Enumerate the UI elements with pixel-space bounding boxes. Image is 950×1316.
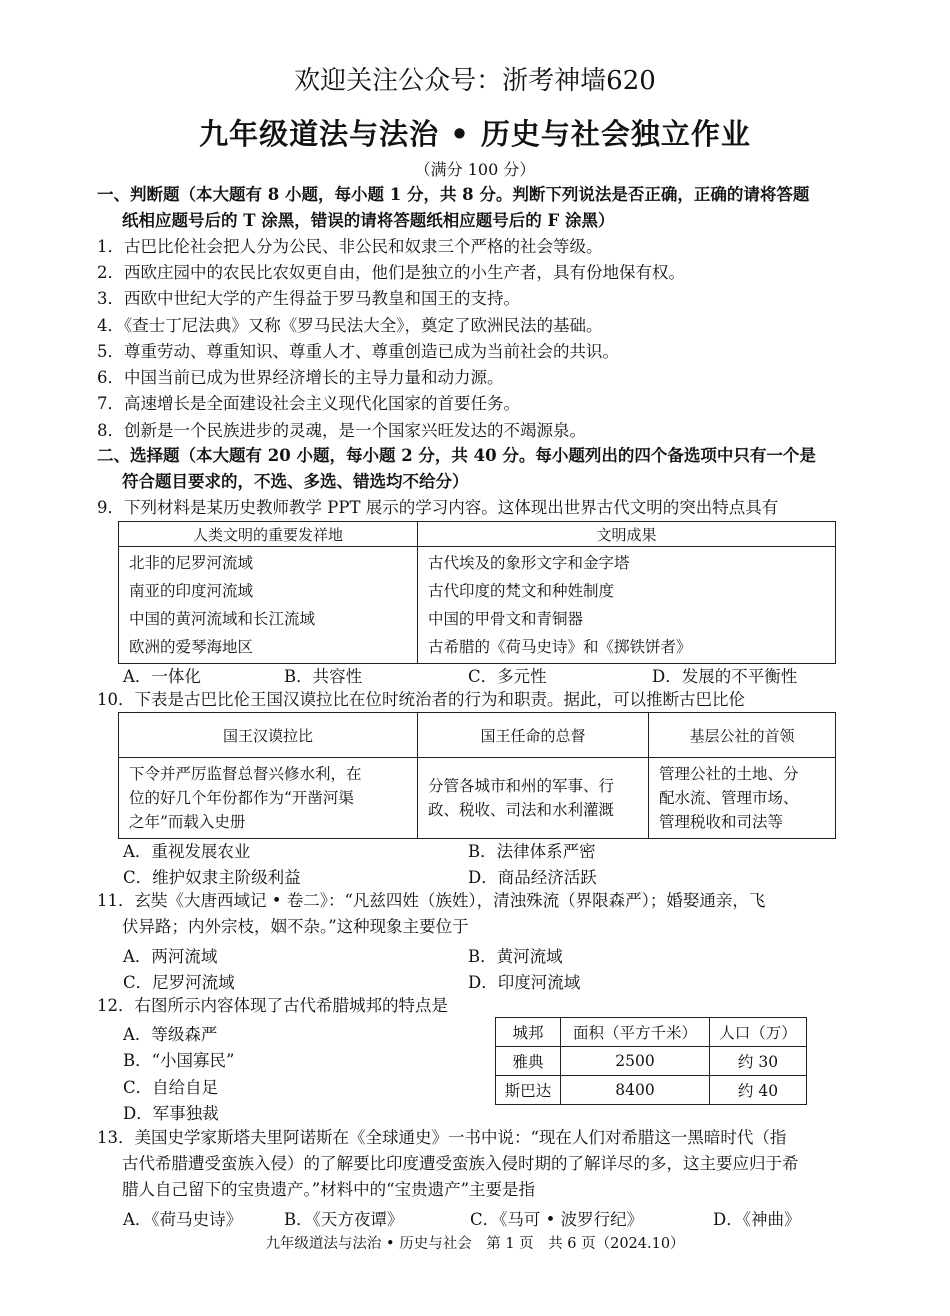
q9-origin: 欧洲的爱琴海地区 bbox=[129, 638, 254, 656]
q12-header-city: 城邦 bbox=[496, 1018, 561, 1047]
full-score: （满分 100 分） bbox=[414, 160, 536, 179]
q12-table bbox=[495, 1017, 807, 1105]
section2-heading-1: 二、选择题（本大题有 20 小题，每小题 2 分，共 40 分。每小题列出的四个备选项中只有一个是 bbox=[97, 446, 816, 465]
q10-header-governor: 国王任命的总督 bbox=[418, 713, 649, 758]
q13-option-d: D．《神曲》 bbox=[713, 1210, 801, 1229]
q13-stem-1: 13．美国史学家斯塔夫里阿诺斯在《全球通史》一书中说：“现在人们对希腊这一黑暗时代（指 bbox=[97, 1128, 787, 1147]
q10-table bbox=[118, 712, 836, 839]
q12-population: 约 40 bbox=[710, 1076, 807, 1105]
q9-achievement: 古希腊的《荷马史诗》和《掷铁饼者》 bbox=[428, 638, 692, 656]
q10-king-line: 下令并严厉监督总督兴修水利，在 bbox=[129, 765, 362, 783]
tf-item-8: 8．创新是一个民族进步的灵魂，是一个国家兴旺发达的不竭源泉。 bbox=[97, 421, 586, 440]
q11-stem-2: 伏异路；内外宗枝，姻不杂。”这种现象主要位于 bbox=[122, 917, 469, 936]
section1-heading-2: 纸相应题号后的 T 涂黑，错误的请将答题纸相应题号后的 F 涂黑） bbox=[122, 211, 615, 230]
q11-stem-1: 11．玄奘《大唐西域记 • 卷二》：“凡兹四姓（族姓），清浊殊流（界限森严）；婚娶通亲，飞 bbox=[97, 891, 766, 910]
tf-item-4: 4．《查士丁尼法典》又称《罗马民法大全》，奠定了欧洲民法的基础。 bbox=[97, 316, 603, 335]
tf-item-7: 7．高速增长是全面建设社会主义现代化国家的首要任务。 bbox=[97, 394, 520, 413]
q9-origin: 中国的黄河流域和长江流域 bbox=[129, 610, 316, 628]
q9-origin: 南亚的印度河流域 bbox=[129, 582, 254, 600]
q12-option-c: C．自给自足 bbox=[123, 1078, 219, 1097]
q12-option-d: D．军事独裁 bbox=[123, 1104, 219, 1123]
tf-item-2: 2．西欧庄园中的农民比农奴更自由，他们是独立的小生产者，具有份地保有权。 bbox=[97, 263, 685, 282]
q9-header-achievement: 文明成果 bbox=[418, 522, 836, 547]
tf-item-6: 6．中国当前已成为世界经济增长的主导力量和动力源。 bbox=[97, 368, 504, 387]
tf-item-1: 1．古巴比伦社会把人分为公民、非公民和奴隶三个严格的社会等级。 bbox=[97, 237, 603, 256]
q10-king-line: 位的好几个年份都作为“开凿河渠 bbox=[129, 789, 354, 807]
q12-option-a: A．等级森严 bbox=[123, 1025, 218, 1044]
tf-item-3: 3．西欧中世纪大学的产生得益于罗马教皇和国王的支持。 bbox=[97, 289, 520, 308]
q10-option-d: D．商品经济活跃 bbox=[468, 868, 597, 887]
q9-achievement: 古代埃及的象形文字和金字塔 bbox=[428, 554, 630, 572]
q10-header-commune: 基层公社的首领 bbox=[649, 713, 836, 758]
q12-stem: 12．右图所示内容体现了古代希腊城邦的特点是 bbox=[97, 996, 448, 1015]
q12-city: 斯巴达 bbox=[496, 1076, 561, 1105]
q12-city: 雅典 bbox=[496, 1047, 561, 1076]
q9-option-a: A．一体化 bbox=[123, 667, 201, 686]
q10-commune-line: 管理公社的土地、分 bbox=[659, 765, 799, 783]
section1-heading-1: 一、判断题（本大题有 8 小题，每小题 1 分，共 8 分。判断下列说法是否正确，正确的请将答题 bbox=[97, 185, 810, 204]
section2-heading-2: 符合题目要求的，不选、多选、错选均不给分） bbox=[122, 472, 469, 491]
page-title: 九年级道法与法治 • 历史与社会独立作业 bbox=[199, 117, 751, 151]
q12-option-b: B．“小国寡民” bbox=[123, 1051, 235, 1070]
q10-stem: 10．下表是古巴比伦王国汉谟拉比在位时统治者的行为和职责。据此，可以推断古巴比伦 bbox=[97, 690, 745, 709]
q12-area: 2500 bbox=[561, 1047, 710, 1076]
q11-option-b: B．黄河流域 bbox=[468, 947, 563, 966]
page-footer: 九年级道法与法治 • 历史与社会 第 1 页 共 6 页（2024.10） bbox=[265, 1236, 685, 1252]
q10-king-cell bbox=[119, 758, 418, 839]
q10-commune-cell bbox=[649, 758, 836, 839]
q9-origin: 北非的尼罗河流域 bbox=[129, 554, 254, 572]
q11-option-c: C．尼罗河流域 bbox=[123, 973, 235, 992]
q10-governor-line: 政、税收、司法和水利灌溉 bbox=[428, 801, 615, 819]
q10-header-king: 国王汉谟拉比 bbox=[119, 713, 418, 758]
q13-option-c: C．《马可 • 波罗行纪》 bbox=[470, 1210, 644, 1229]
q12-header-population: 人口（万） bbox=[710, 1018, 807, 1047]
q12-header-area: 面积（平方千米） bbox=[561, 1018, 710, 1047]
q9-option-b: B．共容性 bbox=[284, 667, 363, 686]
q9-origins-cell bbox=[119, 547, 418, 664]
q11-option-d: D．印度河流域 bbox=[468, 973, 581, 992]
banner: 欢迎关注公众号：浙考神墙620 bbox=[294, 66, 656, 96]
q9-achievement: 古代印度的梵文和种姓制度 bbox=[428, 582, 615, 600]
q10-option-b: B．法律体系严密 bbox=[468, 842, 596, 861]
q9-achievements-cell bbox=[418, 547, 836, 664]
q11-option-a: A．两河流域 bbox=[123, 947, 218, 966]
q10-governor-cell bbox=[418, 758, 649, 839]
q9-option-c: C．多元性 bbox=[468, 667, 547, 686]
q9-stem: 9．下列材料是某历史教师教学 PPT 展示的学习内容。这体现出世界古代文明的突出特点具有 bbox=[97, 498, 779, 517]
q10-commune-line: 管理税收和司法等 bbox=[659, 813, 784, 831]
q9-option-d: D．发展的不平衡性 bbox=[652, 667, 798, 686]
q10-king-line: 之年”而载入史册 bbox=[129, 813, 246, 831]
q12-area: 8400 bbox=[561, 1076, 710, 1105]
q10-option-c: C．维护奴隶主阶级利益 bbox=[123, 868, 301, 887]
q13-stem-3: 腊人自己留下的宝贵遗产。”材料中的“宝贵遗产”主要是指 bbox=[122, 1180, 536, 1199]
q13-option-a: A．《荷马史诗》 bbox=[123, 1210, 243, 1229]
q10-option-a: A．重视发展农业 bbox=[123, 842, 251, 861]
q9-header-origin: 人类文明的重要发祥地 bbox=[119, 522, 418, 547]
q13-stem-2: 古代希腊遭受蛮族入侵）的了解要比印度遭受蛮族入侵时期的了解详尽的多，这主要应归于希 bbox=[122, 1154, 799, 1173]
q9-table bbox=[118, 521, 836, 664]
q9-achievement: 中国的甲骨文和青铜器 bbox=[428, 610, 584, 628]
q10-governor-line: 分管各城市和州的军事、行 bbox=[428, 777, 615, 795]
q12-population: 约 30 bbox=[710, 1047, 807, 1076]
tf-item-5: 5．尊重劳动、尊重知识、尊重人才、尊重创造已成为当前社会的共识。 bbox=[97, 342, 619, 361]
q10-commune-line: 配水流、管理市场、 bbox=[659, 789, 799, 807]
q13-option-b: B．《天方夜谭》 bbox=[284, 1210, 404, 1229]
